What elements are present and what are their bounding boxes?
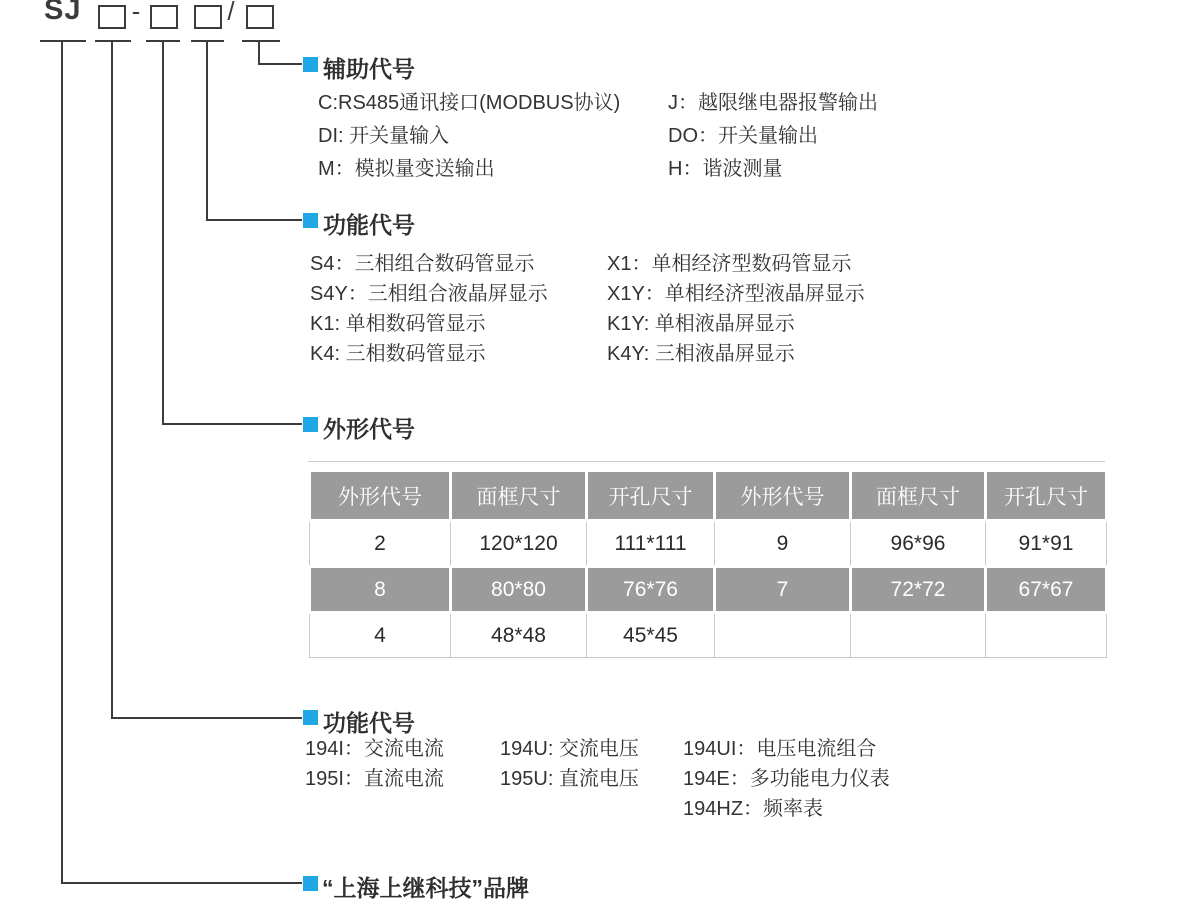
func-item-k4y: K4Y: 三相液晶屏显示 [607, 343, 795, 365]
type-item-194ui: 194UI：电压电流组合 [683, 738, 877, 760]
bullet-func-display [303, 213, 318, 228]
type-item-195u: 195U: 直流电压 [500, 768, 639, 790]
elbow-aux [258, 63, 302, 65]
cell: 67*67 [986, 567, 1107, 613]
type-item-194e: 194E：多功能电力仪表 [683, 768, 890, 790]
col-header-cutout-size-2: 开孔尺寸 [986, 471, 1107, 521]
type-item-empty [500, 794, 683, 824]
cell [851, 613, 986, 658]
func-type-list [305, 734, 890, 824]
cell: 80*80 [451, 567, 587, 613]
aux-item-di: DI: 开关量输入 [318, 125, 450, 147]
aux-code-list [318, 87, 878, 186]
aux-item-h: H：谐波测量 [668, 158, 783, 180]
table-top-border [308, 461, 1105, 462]
cell: 120*120 [451, 521, 587, 567]
stem-aux [258, 40, 260, 65]
type-item-194u: 194U: 交流电压 [500, 738, 639, 760]
aux-item-m: M：模拟量变送输出 [318, 158, 495, 180]
cell: 2 [310, 521, 451, 567]
model-prefix: SJ [44, 0, 82, 26]
model-dash: - [131, 0, 141, 26]
tbar-aux [242, 40, 280, 42]
brand-label: “上海上继科技”品牌 [322, 875, 529, 901]
table-row [310, 613, 1107, 658]
stem-shape [162, 40, 164, 425]
cell: 8 [310, 567, 451, 613]
aux-item-j: J：越限继电器报警输出 [668, 92, 878, 114]
cell [715, 613, 851, 658]
type-item-194i: 194I：交流电流 [305, 738, 444, 760]
shape-dimensions-table [308, 469, 1108, 658]
tbar-func-type [95, 40, 131, 42]
col-header-cutout-size: 开孔尺寸 [587, 471, 715, 521]
bullet-func-type [303, 710, 318, 725]
stem-func-display [206, 40, 208, 221]
bullet-aux [303, 57, 318, 72]
model-box-aux [246, 5, 274, 29]
func-item-x1y: X1Y：单相经济型液晶屏显示 [607, 283, 865, 305]
func-item-k4: K4: 三相数码管显示 [310, 343, 486, 365]
shape-section-title: 外形代号 [323, 416, 415, 442]
type-item-195i: 195I：直流电流 [305, 768, 444, 790]
bullet-shape [303, 417, 318, 432]
func-item-s4y: S4Y：三相组合液晶屏显示 [310, 283, 548, 305]
cell: 45*45 [587, 613, 715, 658]
cell: 76*76 [587, 567, 715, 613]
model-box-display [194, 5, 222, 29]
cell: 9 [715, 521, 851, 567]
type-item-194hz: 194HZ：频率表 [683, 798, 824, 820]
func-display-section-title: 功能代号 [323, 212, 415, 238]
elbow-func-display [206, 219, 302, 221]
cell: 48*48 [451, 613, 587, 658]
func-item-k1: K1: 单相数码管显示 [310, 313, 486, 335]
func-type-section-title: 功能代号 [323, 710, 415, 736]
table-row [310, 521, 1107, 567]
aux-item-c: C:RS485通讯接口(MODBUS协议) [318, 92, 621, 114]
model-box-shape [98, 5, 126, 29]
aux-item-do: DO：开关量输出 [668, 125, 818, 147]
func-item-x1: X1：单相经济型数码管显示 [607, 253, 852, 275]
cell: 96*96 [851, 521, 986, 567]
cell [986, 613, 1107, 658]
bullet-brand [303, 876, 318, 891]
func-item-k1y: K1Y: 单相液晶屏显示 [607, 313, 795, 335]
type-item-empty [305, 794, 500, 824]
col-header-shape-code: 外形代号 [310, 471, 451, 521]
cell: 72*72 [851, 567, 986, 613]
tbar-brand [40, 40, 86, 42]
elbow-func-type [111, 717, 302, 719]
table-row [310, 567, 1107, 613]
cell: 111*111 [587, 521, 715, 567]
elbow-brand [61, 882, 302, 884]
aux-section-title: 辅助代号 [323, 56, 415, 82]
model-slash: / [227, 0, 235, 26]
cell: 4 [310, 613, 451, 658]
table-header-row [310, 471, 1107, 521]
model-box-function [150, 5, 178, 29]
col-header-frame-size-2: 面框尺寸 [851, 471, 986, 521]
cell: 7 [715, 567, 851, 613]
stem-func-type [111, 40, 113, 719]
func-display-list [310, 249, 865, 369]
stem-brand [61, 40, 63, 884]
func-item-s4: S4：三相组合数码管显示 [310, 253, 535, 275]
elbow-shape [162, 423, 302, 425]
cell: 91*91 [986, 521, 1107, 567]
col-header-shape-code-2: 外形代号 [715, 471, 851, 521]
col-header-frame-size: 面框尺寸 [451, 471, 587, 521]
